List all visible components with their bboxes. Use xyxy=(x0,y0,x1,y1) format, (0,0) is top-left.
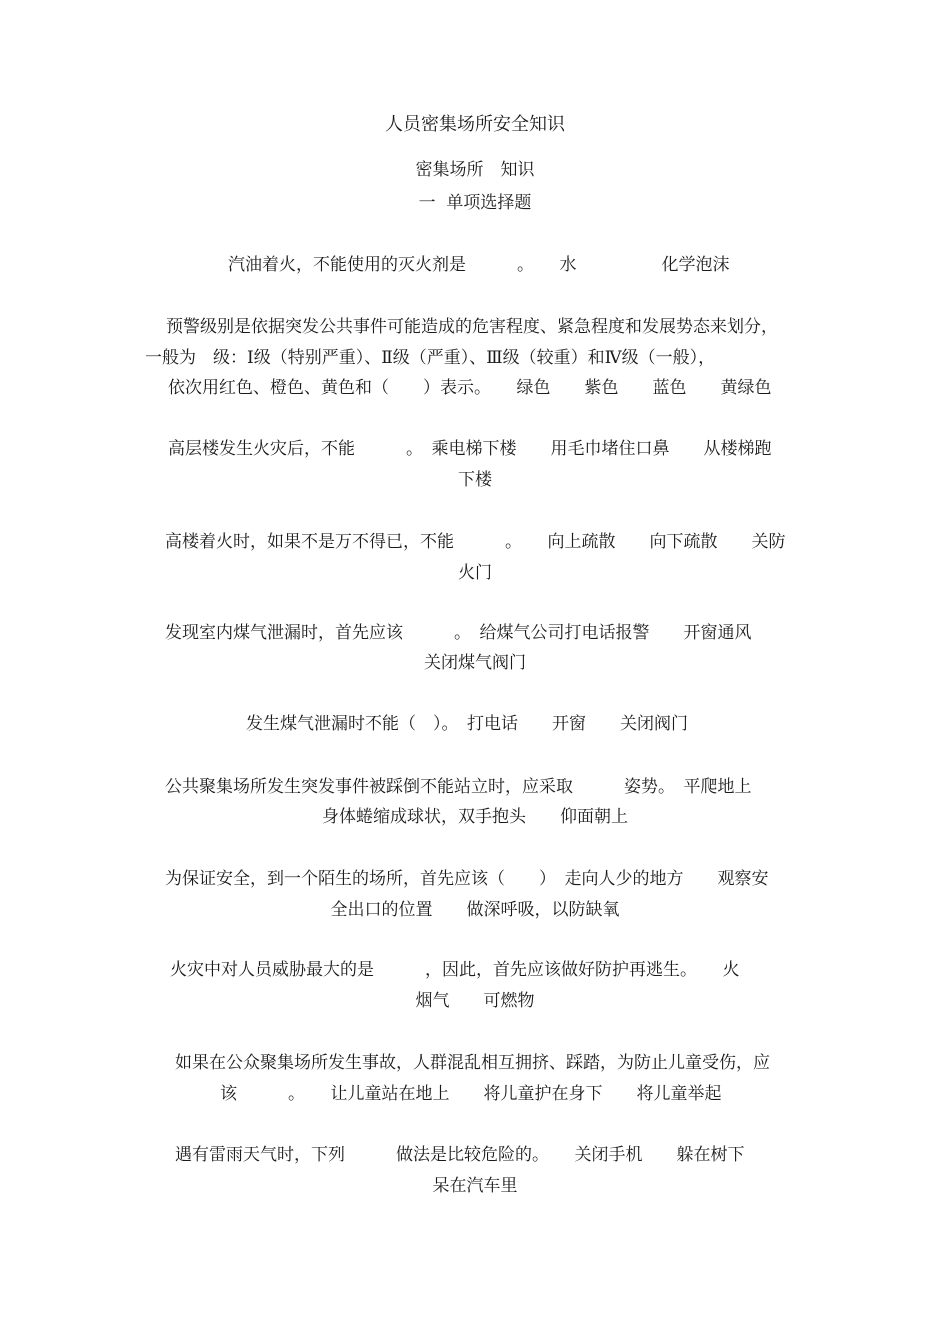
question-3-line-1: 高层楼发生火灾后，不能 。 乘电梯下楼 用毛巾堵住口鼻 从楼梯跑 xyxy=(168,439,772,459)
question-11-line-2: 呆在汽车里 xyxy=(432,1176,518,1196)
question-9-line-2: 烟气 可燃物 xyxy=(415,991,535,1011)
question-11-line-1: 遇有雷雨天气时，下列 做法是比较危险的。 关闭手机 躲在树下 xyxy=(175,1145,745,1165)
question-8-line-1: 为保证安全，到一个陌生的场所，首先应该（ ） 走向人少的地方 观察安 xyxy=(165,869,769,889)
question-4-line-1: 高楼着火时，如果不是万不得已，不能 。 向上疏散 向下疏散 关防 xyxy=(165,532,786,552)
question-2-line-1: 预警级别是依据突发公共事件可能造成的危害程度、紧急程度和发展势态来划分， xyxy=(166,317,778,337)
question-7-line-2: 身体蜷缩成球状，双手抱头 仰面朝上 xyxy=(322,807,628,827)
question-8-line-2: 全出口的位置 做深呼吸，以防缺氧 xyxy=(330,900,620,920)
document-subtitle: 密集场所 知识 xyxy=(415,160,535,180)
section-heading: 一 单项选择题 xyxy=(418,193,532,213)
question-2-line-3: 依次用红色、橙色、黄色和（ ）表示。 绿色 紫色 蓝色 黄绿色 xyxy=(168,378,772,398)
question-6-line-1: 发生煤气泄漏时不能（ ）。 打电话 开窗 关闭阀门 xyxy=(246,714,688,734)
question-4-line-2: 火门 xyxy=(458,563,492,583)
question-2-line-2: 一般为 级：Ⅰ级（特别严重）、Ⅱ级（严重）、Ⅲ级（较重）和Ⅳ级（一般）， xyxy=(145,348,716,368)
question-10-line-2: 该 。 让儿童站在地上 将儿童护在身下 将儿童举起 xyxy=(220,1084,722,1104)
question-10-line-1: 如果在公众聚集场所发生事故，人群混乱相互拥挤、踩踏，为防止儿童受伤，应 xyxy=(175,1053,770,1073)
question-1-line-1: 汽油着火，不能使用的灭火剂是 。 水 化学泡沫 xyxy=(228,255,730,275)
question-5-line-1: 发现室内煤气泄漏时，首先应该 。 给煤气公司打电话报警 开窗通风 xyxy=(165,623,752,643)
document-title: 人员密集场所安全知识 xyxy=(385,114,565,135)
question-7-line-1: 公共聚集场所发生突发事件被踩倒不能站立时，应采取 姿势。 平爬地上 xyxy=(165,777,752,797)
question-5-line-2: 关闭煤气阀门 xyxy=(424,653,526,673)
question-3-line-2: 下楼 xyxy=(458,470,492,490)
question-9-line-1: 火灾中对人员威胁最大的是 ，因此，首先应该做好防护再逃生。 火 xyxy=(170,960,740,980)
